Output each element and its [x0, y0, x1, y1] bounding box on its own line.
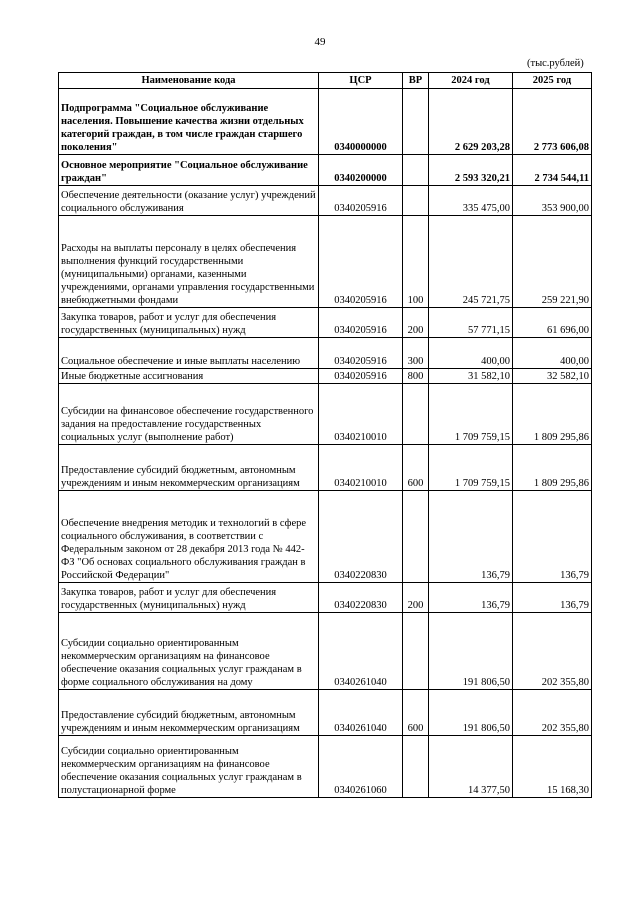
row-vr: 200 — [403, 308, 429, 338]
row-2024: 14 377,50 — [429, 736, 513, 798]
row-name: Обеспечение внедрения методик и технологий в сфере социального обслуживания, в соответствии с Федеральным законом от 28 декабря 2013 года № 442-ФЗ "Об основах социального обслуживания граждан в Российской Федерации" — [59, 491, 319, 583]
table-header-row — [59, 73, 592, 89]
row-2025: 202 355,80 — [513, 690, 592, 736]
row-2025: 61 696,00 — [513, 308, 592, 338]
page-number: 49 — [314, 36, 326, 48]
row-2025: 2 773 606,08 — [513, 89, 592, 155]
row-csr: 0340210010 — [319, 445, 403, 491]
row-csr: 0340205916 — [319, 186, 403, 216]
row-csr: 0340200000 — [319, 155, 403, 186]
row-vr — [403, 491, 429, 583]
table-row — [59, 613, 592, 690]
row-name: Закупка товаров, работ и услуг для обеспечения государственных (муниципальных) нужд — [59, 583, 319, 613]
table-row — [59, 89, 592, 155]
row-2024: 1 709 759,15 — [429, 384, 513, 445]
row-name: Подпрограмма "Социальное обслуживание населения. Повышение качества жизни отдельных категорий граждан, в том числе граждан старшего поколения" — [59, 89, 319, 155]
row-2025: 136,79 — [513, 583, 592, 613]
row-2025: 353 900,00 — [513, 186, 592, 216]
row-csr: 0340000000 — [319, 89, 403, 155]
table-row — [59, 491, 592, 583]
table-row — [59, 216, 592, 308]
row-2024: 400,00 — [429, 338, 513, 369]
budget-table — [58, 72, 592, 798]
row-vr — [403, 384, 429, 445]
units-label: (тыс.рублей) — [527, 58, 584, 69]
row-2024: 335 475,00 — [429, 186, 513, 216]
row-vr: 800 — [403, 369, 429, 384]
row-csr: 0340220830 — [319, 583, 403, 613]
header-2024: 2024 год — [429, 73, 513, 89]
row-csr: 0340205916 — [319, 216, 403, 308]
row-2024: 191 806,50 — [429, 613, 513, 690]
row-2025: 1 809 295,86 — [513, 445, 592, 491]
row-name: Предоставление субсидий бюджетным, автономным учреждениям и иным некоммерческим организациям — [59, 690, 319, 736]
row-name: Закупка товаров, работ и услуг для обеспечения государственных (муниципальных) нужд — [59, 308, 319, 338]
row-2024: 2 593 320,21 — [429, 155, 513, 186]
row-vr: 100 — [403, 216, 429, 308]
row-vr — [403, 613, 429, 690]
table-row — [59, 155, 592, 186]
row-vr — [403, 736, 429, 798]
table-row — [59, 583, 592, 613]
table-row — [59, 369, 592, 384]
row-csr: 0340205916 — [319, 338, 403, 369]
row-vr: 600 — [403, 690, 429, 736]
row-vr: 600 — [403, 445, 429, 491]
row-2025: 400,00 — [513, 338, 592, 369]
row-name: Субсидии на финансовое обеспечение государственного задания на предоставление государственных социальных услуг (выполнение работ) — [59, 384, 319, 445]
row-csr: 0340205916 — [319, 369, 403, 384]
row-csr: 0340261040 — [319, 613, 403, 690]
row-2024: 245 721,75 — [429, 216, 513, 308]
row-2024: 191 806,50 — [429, 690, 513, 736]
header-name: Наименование кода — [59, 73, 319, 89]
header-2025: 2025 год — [513, 73, 592, 89]
row-vr: 300 — [403, 338, 429, 369]
row-name: Основное мероприятие "Социальное обслуживание граждан" — [59, 155, 319, 186]
row-name: Обеспечение деятельности (оказание услуг) учреждений социального обслуживания — [59, 186, 319, 216]
row-vr — [403, 186, 429, 216]
row-vr — [403, 155, 429, 186]
row-name: Социальное обеспечение и иные выплаты населению — [59, 338, 319, 369]
row-name: Предоставление субсидий бюджетным, автономным учреждениям и иным некоммерческим организациям — [59, 445, 319, 491]
row-2024: 136,79 — [429, 583, 513, 613]
row-vr: 200 — [403, 583, 429, 613]
table-row — [59, 445, 592, 491]
row-2025: 15 168,30 — [513, 736, 592, 798]
row-2025: 136,79 — [513, 491, 592, 583]
row-2024: 1 709 759,15 — [429, 445, 513, 491]
row-name: Расходы на выплаты персоналу в целях обеспечения выполнения функций государственными (муниципальными) органами, казенными учреждениями, органами управления государственными внебюджетными фондами — [59, 216, 319, 308]
row-2025: 32 582,10 — [513, 369, 592, 384]
row-2024: 2 629 203,28 — [429, 89, 513, 155]
table-row — [59, 384, 592, 445]
row-csr: 0340220830 — [319, 491, 403, 583]
row-name: Иные бюджетные ассигнования — [59, 369, 319, 384]
row-vr — [403, 89, 429, 155]
header-vr: ВР — [403, 73, 429, 89]
row-2024: 57 771,15 — [429, 308, 513, 338]
table-row — [59, 736, 592, 798]
row-name: Субсидии социально ориентированным некоммерческим организациям на финансовое обеспечение оказания социальных услуг гражданам в полустационарной форме — [59, 736, 319, 798]
table-row — [59, 186, 592, 216]
row-2025: 2 734 544,11 — [513, 155, 592, 186]
row-2025: 259 221,90 — [513, 216, 592, 308]
row-csr: 0340205916 — [319, 308, 403, 338]
row-csr: 0340210010 — [319, 384, 403, 445]
row-2025: 1 809 295,86 — [513, 384, 592, 445]
row-name: Субсидии социально ориентированным некоммерческим организациям на финансовое обеспечение оказания социальных услуг гражданам в форме социального обслуживания на дому — [59, 613, 319, 690]
row-2024: 31 582,10 — [429, 369, 513, 384]
table-row — [59, 338, 592, 369]
row-2025: 202 355,80 — [513, 613, 592, 690]
table-row — [59, 690, 592, 736]
row-csr: 0340261040 — [319, 690, 403, 736]
header-csr: ЦСР — [319, 73, 403, 89]
row-csr: 0340261060 — [319, 736, 403, 798]
row-2024: 136,79 — [429, 491, 513, 583]
table-row — [59, 308, 592, 338]
